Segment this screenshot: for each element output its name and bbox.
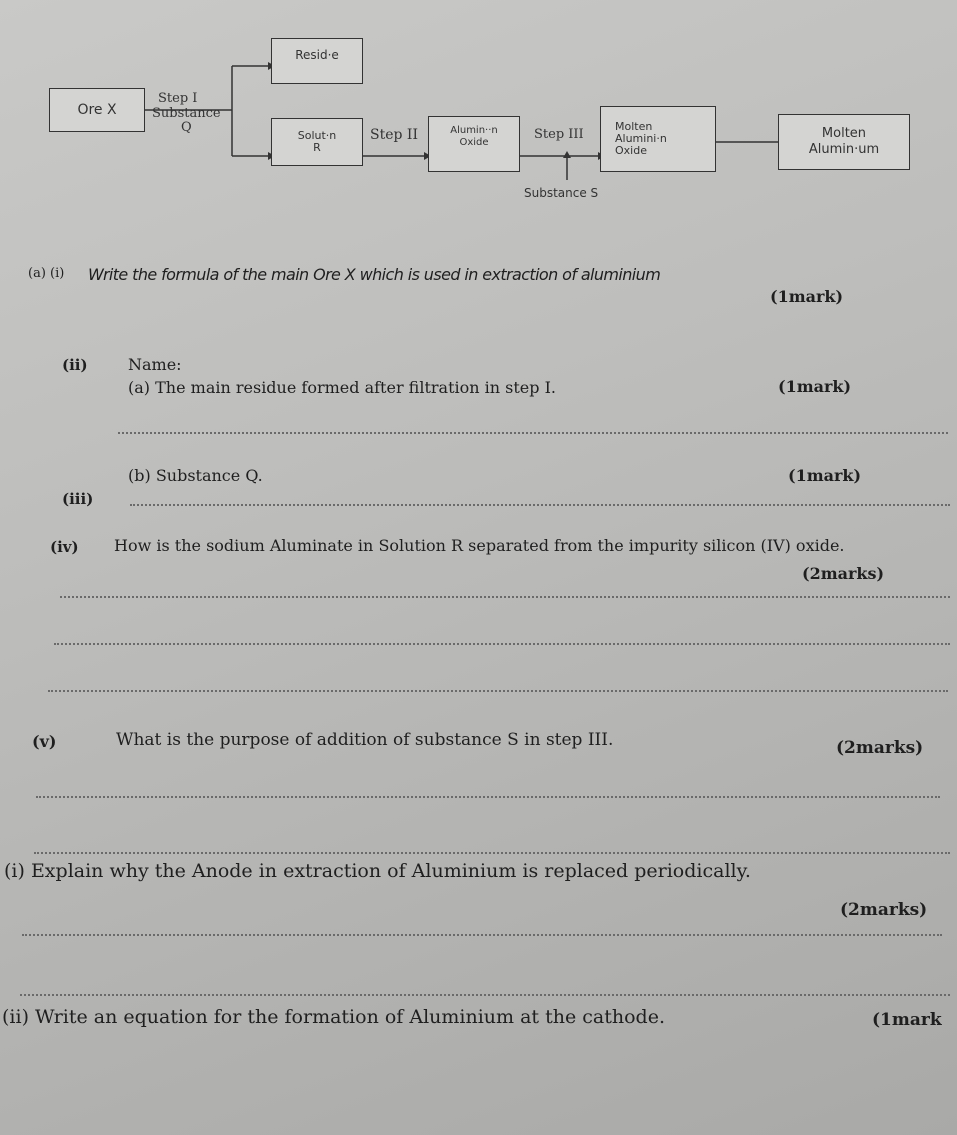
- question-a-i-marks: (1mark): [770, 287, 844, 306]
- question-a-iii-number: (iii): [62, 490, 94, 508]
- question-a-v-marks: (2marks): [836, 738, 924, 758]
- question-b-ii-text: (ii) Write an equation for the formation of Aluminium at the cathode.: [2, 1006, 665, 1028]
- question-a-ii-b: (b) Substance Q.: [128, 466, 263, 485]
- question-a-iv-marks: (2marks): [802, 564, 885, 583]
- question-a-iv-number: (iv): [50, 538, 79, 556]
- answer-line: [118, 432, 948, 434]
- answer-line: [22, 934, 942, 936]
- question-a-v-text: What is the purpose of addition of substance S in step III.: [116, 730, 614, 750]
- answer-line: [48, 690, 948, 692]
- question-a-i-prefix: (a) (i): [28, 266, 65, 281]
- substance-s-label: Substance S: [524, 186, 599, 200]
- question-a-ii-a: (a) The main residue formed after filtration in step I.: [128, 378, 556, 397]
- step-2-label: Step II: [370, 127, 418, 143]
- question-a-ii-b-marks: (1mark): [788, 466, 862, 485]
- ore-x-box: Ore X: [49, 88, 145, 132]
- aluminium-oxide-box: Alumin··n Oxide: [428, 116, 520, 172]
- question-b-ii-marks: (1mark: [872, 1010, 942, 1030]
- question-a-ii-number: (ii): [62, 356, 88, 374]
- question-b-i-text: (i) Explain why the Anode in extraction of Aluminium is replaced periodically.: [4, 860, 751, 882]
- answer-line: [20, 994, 950, 996]
- answer-line: [36, 796, 940, 798]
- question-a-iv-text: How is the sodium Aluminate in Solution R separated from the impurity silicon (IV) oxide.: [114, 536, 845, 555]
- answer-line: [60, 596, 950, 598]
- step-3-label: Step III: [534, 127, 584, 142]
- answer-line: [54, 643, 950, 645]
- step-1-label: Step I: [158, 91, 198, 106]
- substance-q-label: Substance Q: [152, 106, 221, 135]
- question-a-i-text: Write the formula of the main Ore X which is used in extraction of aluminium: [88, 265, 661, 284]
- answer-line: [130, 504, 950, 506]
- question-a-ii-name: Name:: [128, 355, 182, 374]
- answer-line: [34, 852, 950, 854]
- question-a-v-number: (v): [32, 732, 57, 751]
- molten-aluminium-box: Molten Alumin·um: [778, 114, 910, 170]
- residue-box: Resid·e: [271, 38, 363, 84]
- question-a-ii-a-marks: (1mark): [778, 377, 852, 396]
- question-b-i-marks: (2marks): [840, 900, 928, 920]
- solution-r-box: Solut·n R: [271, 118, 363, 166]
- molten-aluminium-oxide-box: Molten Alumini·n Oxide: [600, 106, 716, 172]
